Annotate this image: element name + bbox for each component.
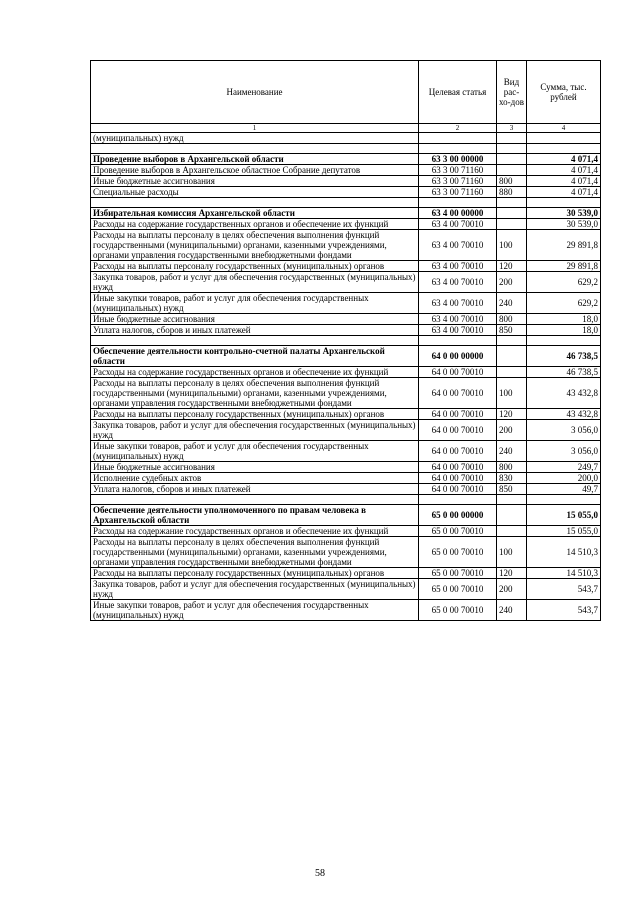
sum-cell: 543,7: [527, 579, 601, 600]
expense-type-cell: [497, 219, 527, 230]
header-type: Вид рас-хо-дов: [497, 61, 527, 124]
spacer-cell: [497, 144, 527, 154]
section-row: [91, 505, 601, 526]
table-row: [91, 367, 601, 378]
row-name-cell: Расходы на содержание государственных органов и обеспечение их функций: [91, 219, 419, 230]
sum-cell: 4 071,4: [527, 187, 601, 198]
spacer-cell: [419, 336, 497, 346]
table-row: [91, 537, 601, 568]
table-row: [91, 378, 601, 409]
sum-cell: 30 539,0: [527, 219, 601, 230]
row-name-cell: (муниципальных) нужд: [91, 133, 419, 144]
row-name-cell: Расходы на выплаты персоналу государственных (муниципальных) органов: [91, 409, 419, 420]
expense-type-cell: 100: [497, 230, 527, 261]
table-row: [91, 600, 601, 621]
target-code-cell: 65 0 00 70010: [419, 568, 497, 579]
row-name-cell: Иные закупки товаров, работ и услуг для обеспечения государственных (муниципальных) нужд: [91, 441, 419, 462]
column-number-3: 3: [497, 124, 527, 133]
sum-cell: 46 738,5: [527, 346, 601, 367]
header-target: Целевая статья: [419, 61, 497, 124]
sum-cell: 3 056,0: [527, 441, 601, 462]
section-row: [91, 154, 601, 165]
table-row: [91, 133, 601, 144]
column-number-row: [91, 124, 601, 133]
sum-cell: 43 432,8: [527, 409, 601, 420]
expense-type-cell: 800: [497, 176, 527, 187]
page-number: 58: [315, 868, 325, 879]
spacer-cell: [91, 198, 419, 208]
spacer-cell: [527, 336, 601, 346]
table-row: [91, 409, 601, 420]
spacer-cell: [91, 495, 419, 505]
expense-type-cell: 100: [497, 537, 527, 568]
expense-type-cell: 850: [497, 484, 527, 495]
sum-cell: 4 071,4: [527, 176, 601, 187]
spacer-cell: [91, 144, 419, 154]
table-row: [91, 165, 601, 176]
row-name-cell: Расходы на выплаты персоналу в целях обеспечения выполнения функций государственными (муниципальными) органами, казенными учреждениями, органами управления государственными внебюджетными фондами: [91, 537, 419, 568]
sum-cell: 29 891,8: [527, 230, 601, 261]
target-code-cell: 65 0 00 70010: [419, 526, 497, 537]
spacer-row: [91, 198, 601, 208]
target-code-cell: 64 0 00 70010: [419, 462, 497, 473]
sum-cell: 29 891,8: [527, 261, 601, 272]
expense-type-cell: 100: [497, 378, 527, 409]
target-code-cell: 64 0 00 70010: [419, 409, 497, 420]
column-number-4: 4: [527, 124, 601, 133]
expense-type-cell: [497, 505, 527, 526]
target-code-cell: [419, 133, 497, 144]
sum-cell: 15 055,0: [527, 526, 601, 537]
spacer-cell: [419, 495, 497, 505]
table-header-row: [91, 61, 601, 124]
row-name-cell: Иные закупки товаров, работ и услуг для обеспечения государственных (муниципальных) нужд: [91, 293, 419, 314]
sum-cell: 43 432,8: [527, 378, 601, 409]
table-row: [91, 230, 601, 261]
target-code-cell: 65 0 00 70010: [419, 600, 497, 621]
row-name-cell: Обеспечение деятельности уполномоченного по правам человека в Архангельской области: [91, 505, 419, 526]
expense-type-cell: 120: [497, 409, 527, 420]
table-row: [91, 420, 601, 441]
sum-cell: 49,7: [527, 484, 601, 495]
row-name-cell: Расходы на содержание государственных органов и обеспечение их функций: [91, 367, 419, 378]
target-code-cell: 63 3 00 00000: [419, 154, 497, 165]
target-code-cell: 64 0 00 00000: [419, 346, 497, 367]
row-name-cell: Закупка товаров, работ и услуг для обеспечения государственных (муниципальных) нужд: [91, 272, 419, 293]
table-row: [91, 187, 601, 198]
table-body: [91, 133, 601, 621]
sum-cell: 543,7: [527, 600, 601, 621]
table-row: [91, 293, 601, 314]
row-name-cell: Иные бюджетные ассигнования: [91, 462, 419, 473]
row-name-cell: Закупка товаров, работ и услуг для обеспечения государственных (муниципальных) нужд: [91, 579, 419, 600]
sum-cell: 14 510,3: [527, 568, 601, 579]
target-code-cell: 63 4 00 70010: [419, 293, 497, 314]
table-row: [91, 272, 601, 293]
spacer-cell: [497, 495, 527, 505]
header-name: Наименование: [91, 61, 419, 124]
expense-type-cell: [497, 346, 527, 367]
expense-type-cell: [497, 208, 527, 219]
row-name-cell: Специальные расходы: [91, 187, 419, 198]
target-code-cell: 64 0 00 70010: [419, 484, 497, 495]
expense-type-cell: 120: [497, 568, 527, 579]
table-row: [91, 325, 601, 336]
table-row: [91, 526, 601, 537]
expense-type-cell: 240: [497, 293, 527, 314]
row-name-cell: Исполнение судебных актов: [91, 473, 419, 484]
table-row: [91, 219, 601, 230]
row-name-cell: Расходы на содержание государственных органов и обеспечение их функций: [91, 526, 419, 537]
expense-type-cell: 200: [497, 579, 527, 600]
section-row: [91, 346, 601, 367]
spacer-cell: [527, 198, 601, 208]
target-code-cell: 64 0 00 70010: [419, 473, 497, 484]
row-name-cell: Расходы на выплаты персоналу государственных (муниципальных) органов: [91, 261, 419, 272]
spacer-cell: [497, 336, 527, 346]
row-name-cell: Расходы на выплаты персоналу в целях обеспечения выполнения функций государственными (муниципальными) органами, казенными учреждениями, органами управления государственными внебюджетными фондами: [91, 230, 419, 261]
sum-cell: 629,2: [527, 272, 601, 293]
expense-type-cell: [497, 154, 527, 165]
row-name-cell: Уплата налогов, сборов и иных платежей: [91, 325, 419, 336]
sum-cell: 18,0: [527, 314, 601, 325]
table-row: [91, 473, 601, 484]
column-number-2: 2: [419, 124, 497, 133]
row-name-cell: Проведение выборов в Архангельское областное Собрание депутатов: [91, 165, 419, 176]
target-code-cell: 65 0 00 00000: [419, 505, 497, 526]
row-name-cell: Расходы на выплаты персоналу государственных (муниципальных) органов: [91, 568, 419, 579]
expense-type-cell: [497, 165, 527, 176]
spacer-cell: [419, 198, 497, 208]
target-code-cell: 63 3 00 71160: [419, 176, 497, 187]
target-code-cell: 63 3 00 71160: [419, 187, 497, 198]
table-row: [91, 484, 601, 495]
spacer-cell: [497, 198, 527, 208]
section-row: [91, 208, 601, 219]
table-row: [91, 261, 601, 272]
sum-cell: 18,0: [527, 325, 601, 336]
row-name-cell: Иные бюджетные ассигнования: [91, 176, 419, 187]
row-name-cell: Расходы на выплаты персоналу в целях обеспечения выполнения функций государственными (муниципальными) органами, казенными учреждениями, органами управления государственными внебюджетными фондами: [91, 378, 419, 409]
target-code-cell: 63 4 00 70010: [419, 314, 497, 325]
sum-cell: 14 510,3: [527, 537, 601, 568]
expense-type-cell: [497, 526, 527, 537]
spacer-cell: [91, 336, 419, 346]
row-name-cell: Закупка товаров, работ и услуг для обеспечения государственных (муниципальных) нужд: [91, 420, 419, 441]
expense-type-cell: 200: [497, 420, 527, 441]
spacer-cell: [527, 495, 601, 505]
target-code-cell: 64 0 00 70010: [419, 420, 497, 441]
target-code-cell: 63 4 00 70010: [419, 261, 497, 272]
spacer-cell: [527, 144, 601, 154]
expense-type-cell: 800: [497, 314, 527, 325]
sum-cell: 4 071,4: [527, 154, 601, 165]
expense-type-cell: 240: [497, 600, 527, 621]
target-code-cell: 65 0 00 70010: [419, 537, 497, 568]
row-name-cell: Иные закупки товаров, работ и услуг для обеспечения государственных (муниципальных) нужд: [91, 600, 419, 621]
sum-cell: 4 071,4: [527, 165, 601, 176]
expense-type-cell: [497, 367, 527, 378]
sum-cell: [527, 133, 601, 144]
row-name-cell: Обеспечение деятельности контрольно-счетной палаты Архангельской области: [91, 346, 419, 367]
expense-type-cell: 800: [497, 462, 527, 473]
row-name-cell: Уплата налогов, сборов и иных платежей: [91, 484, 419, 495]
row-name-cell: Иные бюджетные ассигнования: [91, 314, 419, 325]
target-code-cell: 63 4 00 70010: [419, 272, 497, 293]
expense-type-cell: 830: [497, 473, 527, 484]
table-row: [91, 579, 601, 600]
table-row: [91, 462, 601, 473]
target-code-cell: 64 0 00 70010: [419, 378, 497, 409]
sum-cell: 249,7: [527, 462, 601, 473]
expense-type-cell: 200: [497, 272, 527, 293]
expense-type-cell: [497, 133, 527, 144]
target-code-cell: 63 4 00 70010: [419, 230, 497, 261]
budget-table: [90, 60, 601, 621]
sum-cell: 15 055,0: [527, 505, 601, 526]
spacer-cell: [419, 144, 497, 154]
target-code-cell: 63 4 00 00000: [419, 208, 497, 219]
spacer-row: [91, 336, 601, 346]
target-code-cell: 63 4 00 70010: [419, 325, 497, 336]
row-name-cell: Избирательная комиссия Архангельской области: [91, 208, 419, 219]
row-name-cell: Проведение выборов в Архангельской области: [91, 154, 419, 165]
target-code-cell: 64 0 00 70010: [419, 367, 497, 378]
target-code-cell: 63 4 00 70010: [419, 219, 497, 230]
target-code-cell: 65 0 00 70010: [419, 579, 497, 600]
table-row: [91, 441, 601, 462]
target-code-cell: 63 3 00 71160: [419, 165, 497, 176]
sum-cell: 30 539,0: [527, 208, 601, 219]
table-row: [91, 176, 601, 187]
expense-type-cell: 240: [497, 441, 527, 462]
expense-type-cell: 880: [497, 187, 527, 198]
expense-type-cell: 120: [497, 261, 527, 272]
sum-cell: 629,2: [527, 293, 601, 314]
table-row: [91, 568, 601, 579]
header-sum: Сумма, тыс. рублей: [527, 61, 601, 124]
spacer-row: [91, 495, 601, 505]
sum-cell: 46 738,5: [527, 367, 601, 378]
sum-cell: 3 056,0: [527, 420, 601, 441]
column-number-1: 1: [91, 124, 419, 133]
table-row: [91, 314, 601, 325]
target-code-cell: 64 0 00 70010: [419, 441, 497, 462]
sum-cell: 200,0: [527, 473, 601, 484]
expense-type-cell: 850: [497, 325, 527, 336]
spacer-row: [91, 144, 601, 154]
